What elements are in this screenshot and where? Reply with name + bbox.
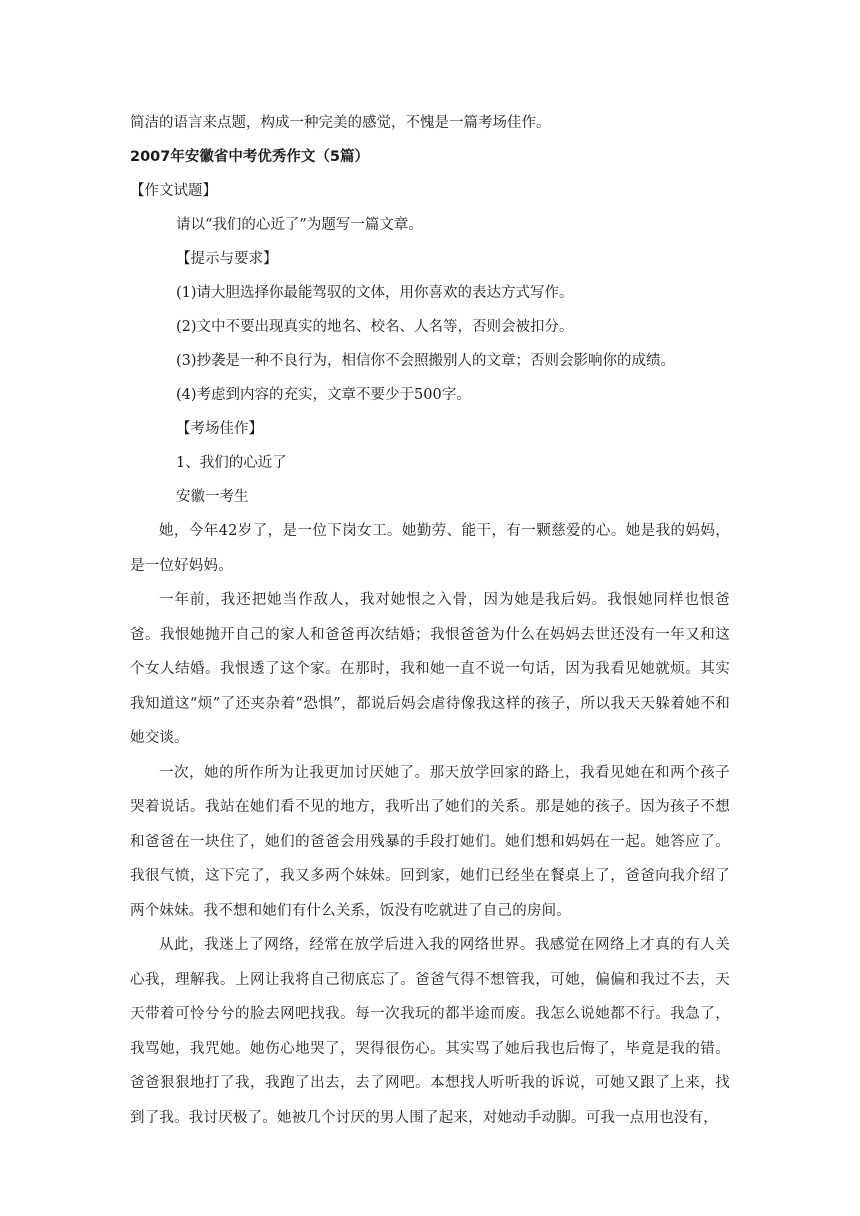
tip-item: (1)请大胆选择你最能驾驭的文体，用你喜欢的表达方式写作。 xyxy=(176,285,574,301)
prompt-text: 请以“我们的心近了”为题写一篇文章。 xyxy=(176,217,423,233)
essay-paragraph: 一年前，我还把她当作敌人，我对她恨之入骨，因为她是我后妈。我恨她同样也恨爸爸。我恨她抛开自己的家人和爸爸再次结婚；我恨爸爸为什么在妈妈去世还没有一年又和这个女人结婚。我恨透了这个家。在那时，我和她一直不说一句话，因为我看见她就烦。其实我知道这“烦”了还夹杂着“恐惧”，都说后妈会虐待像我这样的孩子，所以我天天躲着她不和她交谈。 xyxy=(130,592,730,746)
essay-title: 1、我们的心近了 xyxy=(176,455,287,471)
essay-paragraph: 从此，我迷上了网络，经常在放学后进入我的网络世界。我感觉在网络上才真的有人关心我，理解我。上网让我将自己彻底忘了。爸爸气得不想管我，可她，偏偏和我过不去，天天带着可怜兮兮的脸去网吧找我。每一次我玩的都半途而废。我怎么说她都不行。我急了，我骂她，我咒她。她伤心地哭了，哭得很伤心。其实骂了她后我也后悔了，毕竟是我的错。爸爸狠狠地打了我，我跑了出去，去了网吧。本想找人听听我的诉说，可她又跟了上来，找到了我。我讨厌极了。她被几个讨厌的男人围了起来，对她动手动脚。可我一点用也没有， xyxy=(130,937,730,1126)
tip-item: (2)文中不要出现真实的地名、校名、人名等，否则会被扣分。 xyxy=(176,319,574,335)
essay-author: 安徽一考生 xyxy=(176,489,249,505)
essay-paragraph: 她，今年42岁了，是一位下岗女工。她勤劳、能干，有一颗慈爱的心。她是我的妈妈，是一位好妈妈。 xyxy=(130,523,730,574)
section-title: 2007年安徽省中考优秀作文（5篇） xyxy=(130,149,369,165)
tip-item: (4)考虑到内容的充实，文章不要少于500字。 xyxy=(176,387,471,403)
essay-header: 【考场佳作】 xyxy=(176,421,263,437)
document-page xyxy=(130,106,730,1135)
intro-tail: 简洁的语言来点题，构成一种完美的感觉，不愧是一篇考场佳作。 xyxy=(130,115,551,131)
prompt-header: 【作文试题】 xyxy=(130,183,217,199)
essay-paragraph: 一次，她的所作所为让我更加讨厌她了。那天放学回家的路上，我看见她在和两个孩子哭着说话。我站在她们看不见的地方，我听出了她们的关系。那是她的孩子。因为孩子不想和爸爸在一块住了，她们的爸爸会用残暴的手段打她们。她们想和妈妈在一起。她答应了。我很气愤，这下完了，我又多两个妹妹。回到家，她们已经坐在餐桌上了，爸爸向我介绍了两个妹妹。我不想和她们有什么关系，饭没有吃就进了自己的房间。 xyxy=(130,764,730,919)
tips-header: 【提示与要求】 xyxy=(176,251,278,267)
tip-item: (3)抄袭是一种不良行为，相信你不会照搬别人的文章；否则会影响你的成绩。 xyxy=(176,353,676,369)
